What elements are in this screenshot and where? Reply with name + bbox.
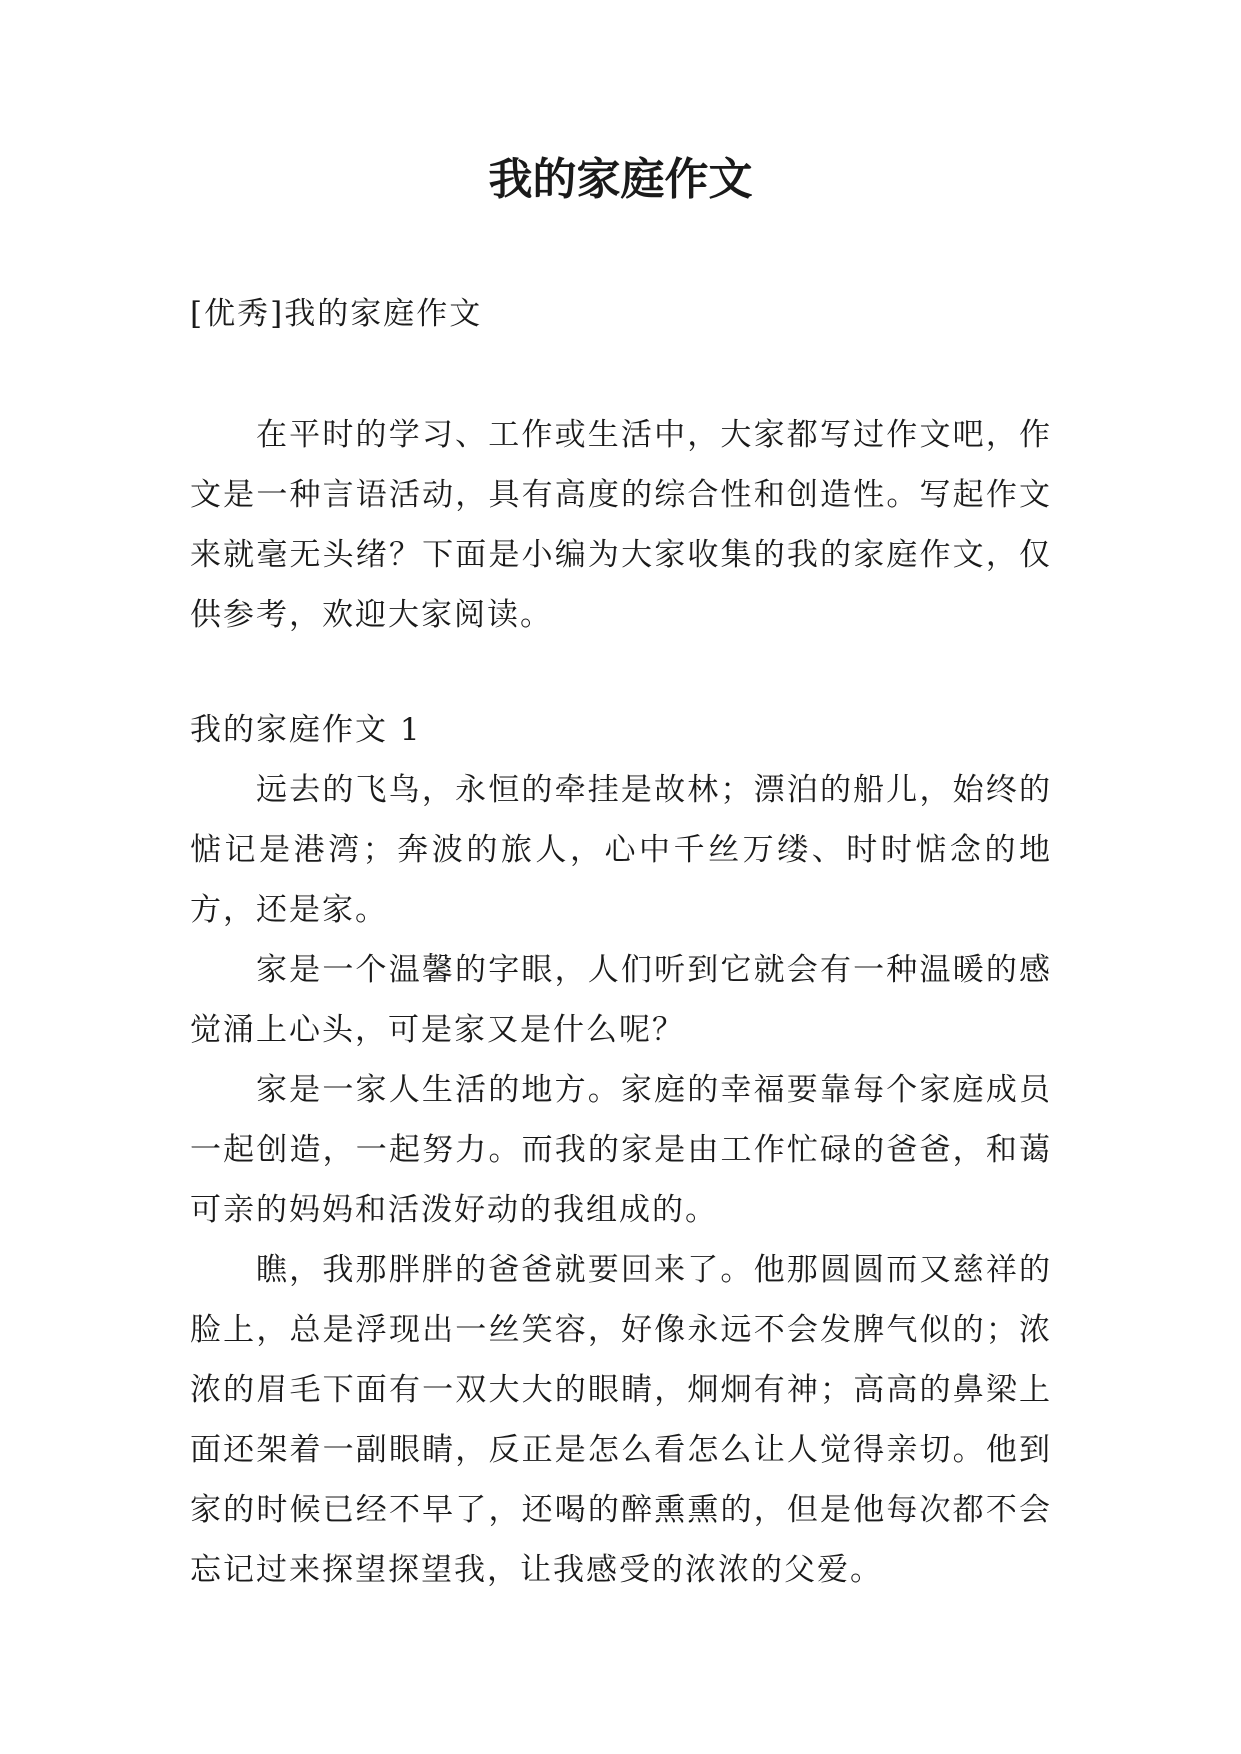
essay-paragraph: 家是一个温馨的字眼，人们听到它就会有一种温暖的感觉涌上心头，可是家又是什么呢？ (190, 952, 1052, 1048)
essay-section (190, 700, 1052, 1600)
essay-paragraph: 远去的飞鸟，永恒的牵挂是故林；漂泊的船儿，始终的惦记是港湾；奔波的旅人，心中千丝万缕、时时惦念的地方，还是家。 (190, 772, 1052, 928)
document-title: 我的家庭作文 (488, 154, 753, 205)
essay-paragraph: 瞧，我那胖胖的爸爸就要回来了。他那圆圆而又慈祥的脸上，总是浮现出一丝笑容，好像永远不会发脾气似的；浓浓的眉毛下面有一双大大的眼睛，炯炯有神；高高的鼻梁上面还架着一副眼睛，反正是怎么看怎么让人觉得亲切。他到家的时候已经不早了，还喝的醉熏熏的，但是他每次都不会忘记过来探望探望我，让我感受的浓浓的父爱。 (190, 1252, 1052, 1588)
essay-paragraph: 家是一家人生活的地方。家庭的幸福要靠每个家庭成员一起创造，一起努力。而我的家是由工作忙碌的爸爸，和蔼可亲的妈妈和活泼好动的我组成的。 (190, 1072, 1052, 1228)
intro-paragraph: 在平时的学习、工作或生活中，大家都写过作文吧，作文是一种言语活动，具有高度的综合性和创造性。写起作文来就毫无头绪？下面是小编为大家收集的我的家庭作文，仅供参考，欢迎大家阅读。 (190, 417, 1052, 633)
section-heading: 我的家庭作文 1 (190, 712, 422, 748)
document-subtitle: [优秀]我的家庭作文 (190, 296, 483, 332)
